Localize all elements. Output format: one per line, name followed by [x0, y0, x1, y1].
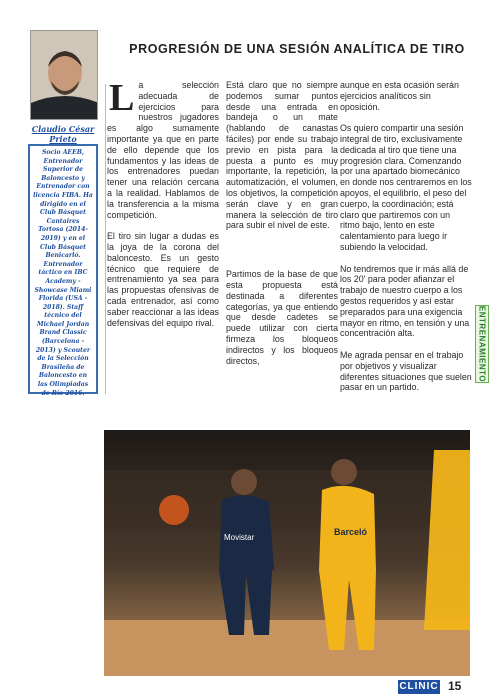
paragraph: aunque en esta ocasión serán ejercicios analíticos sin oposición. — [340, 80, 459, 112]
paragraph: No tendremos que ir más allá de los 20' para poder afianzar el trabajo de nuestro cuerpo a los gestos requeridos y así estar preparados para una exigencia mayor en ritmo, en tensión y una concentración alta. — [340, 263, 470, 339]
article-column-1 — [107, 77, 219, 339]
paragraph: Está claro que no siempre podemos sumar puntos desde una entrada en bandeja o un mate (hablando de canastas fáciles) por ende su trabajo previo en pista para la puesta a punto es muy importante, la repetición, la automatización, el volumen, los objetivos, la competición serán clave y en gran manera la selección de tiro para subir el nivel de este. — [226, 80, 338, 231]
column-divider — [105, 84, 106, 394]
author-name: Claudio César Prieto — [31, 124, 95, 144]
jersey-text: Barceló — [334, 527, 368, 537]
basketball-photo — [104, 430, 470, 676]
author-bio: Socio AEEB, Entrenador Superior de Baloncesto y Entrenador con licencia FIBA. Ha dirigido en el Club Básquet Cantaires Tortosa (2014-2019) y en el Club Básquet Benicarló. Entrenador táctico en IBC Academy - Showcase Miami Florida (USA - 2018). Staff técnico del Michael Jordan Brand Classic (Barcelona - 2013) y Scouter de la Selección Brasileña de Baloncesto en las Olimpiadas de Río 2016. — [33, 149, 93, 397]
author-photo — [30, 30, 98, 120]
paragraph: La selección adecuada de ejercicios para nuestros jugadores es algo sumamente importante ya que en parte de ello depende que los fundamentos y las ideas de los entrenadores puedan tener una relación cercana a la realidad. Hablamos de la transferencia a la misma competición. — [107, 77, 219, 220]
page-number: 15 — [448, 679, 462, 693]
author-bio-box — [28, 144, 98, 397]
magazine-logo: CLINIC — [399, 681, 439, 692]
article-column-2 — [226, 80, 338, 377]
paragraph: Os quiero compartir una sesión integral de tiro, exclusivamente dedicada al tiro que tiene una progresión clara. Comenzando por una apartado biomecánico en donde nos centraremos en los apoyos, el equilibrio, el peso del cuerpo, la coordinación; está claro que partiremos con un ritmo bajo, lento en este calentamiento para luego ir subiendo la velocidad. — [340, 123, 472, 252]
paragraph: El tiro sin lugar a dudas es la joya de la corona del baloncesto. Es un gesto técnico que requiere de entrenamiento ya sea para las propuestas ofensivas de cada entrenador, así como saber reaccionar a las ideas defensivas del equipo rival. — [107, 231, 219, 328]
paragraph: Partimos de la base de que esta propuesta está destinada a diferentes categorías, ya que entiendo que desde cadetes se puede utilizar con cierta firmeza los bloqueos indirectos y los bloqueos directos, — [226, 269, 338, 366]
paragraph: Me agrada pensar en el trabajo por objetivos y visualizar diferentes situaciones que suelen pasar en un partido. — [340, 349, 472, 393]
article-title: PROGRESIÓN DE UNA SESIÓN ANALÍTICA DE TIRO — [129, 42, 465, 56]
section-tab — [475, 305, 489, 383]
sponsor-text: Movistar — [224, 533, 255, 542]
dropcap: L — [109, 77, 135, 119]
article-column-3 — [340, 80, 472, 404]
section-tab-label: ENTRENAMIENTO — [477, 305, 487, 383]
